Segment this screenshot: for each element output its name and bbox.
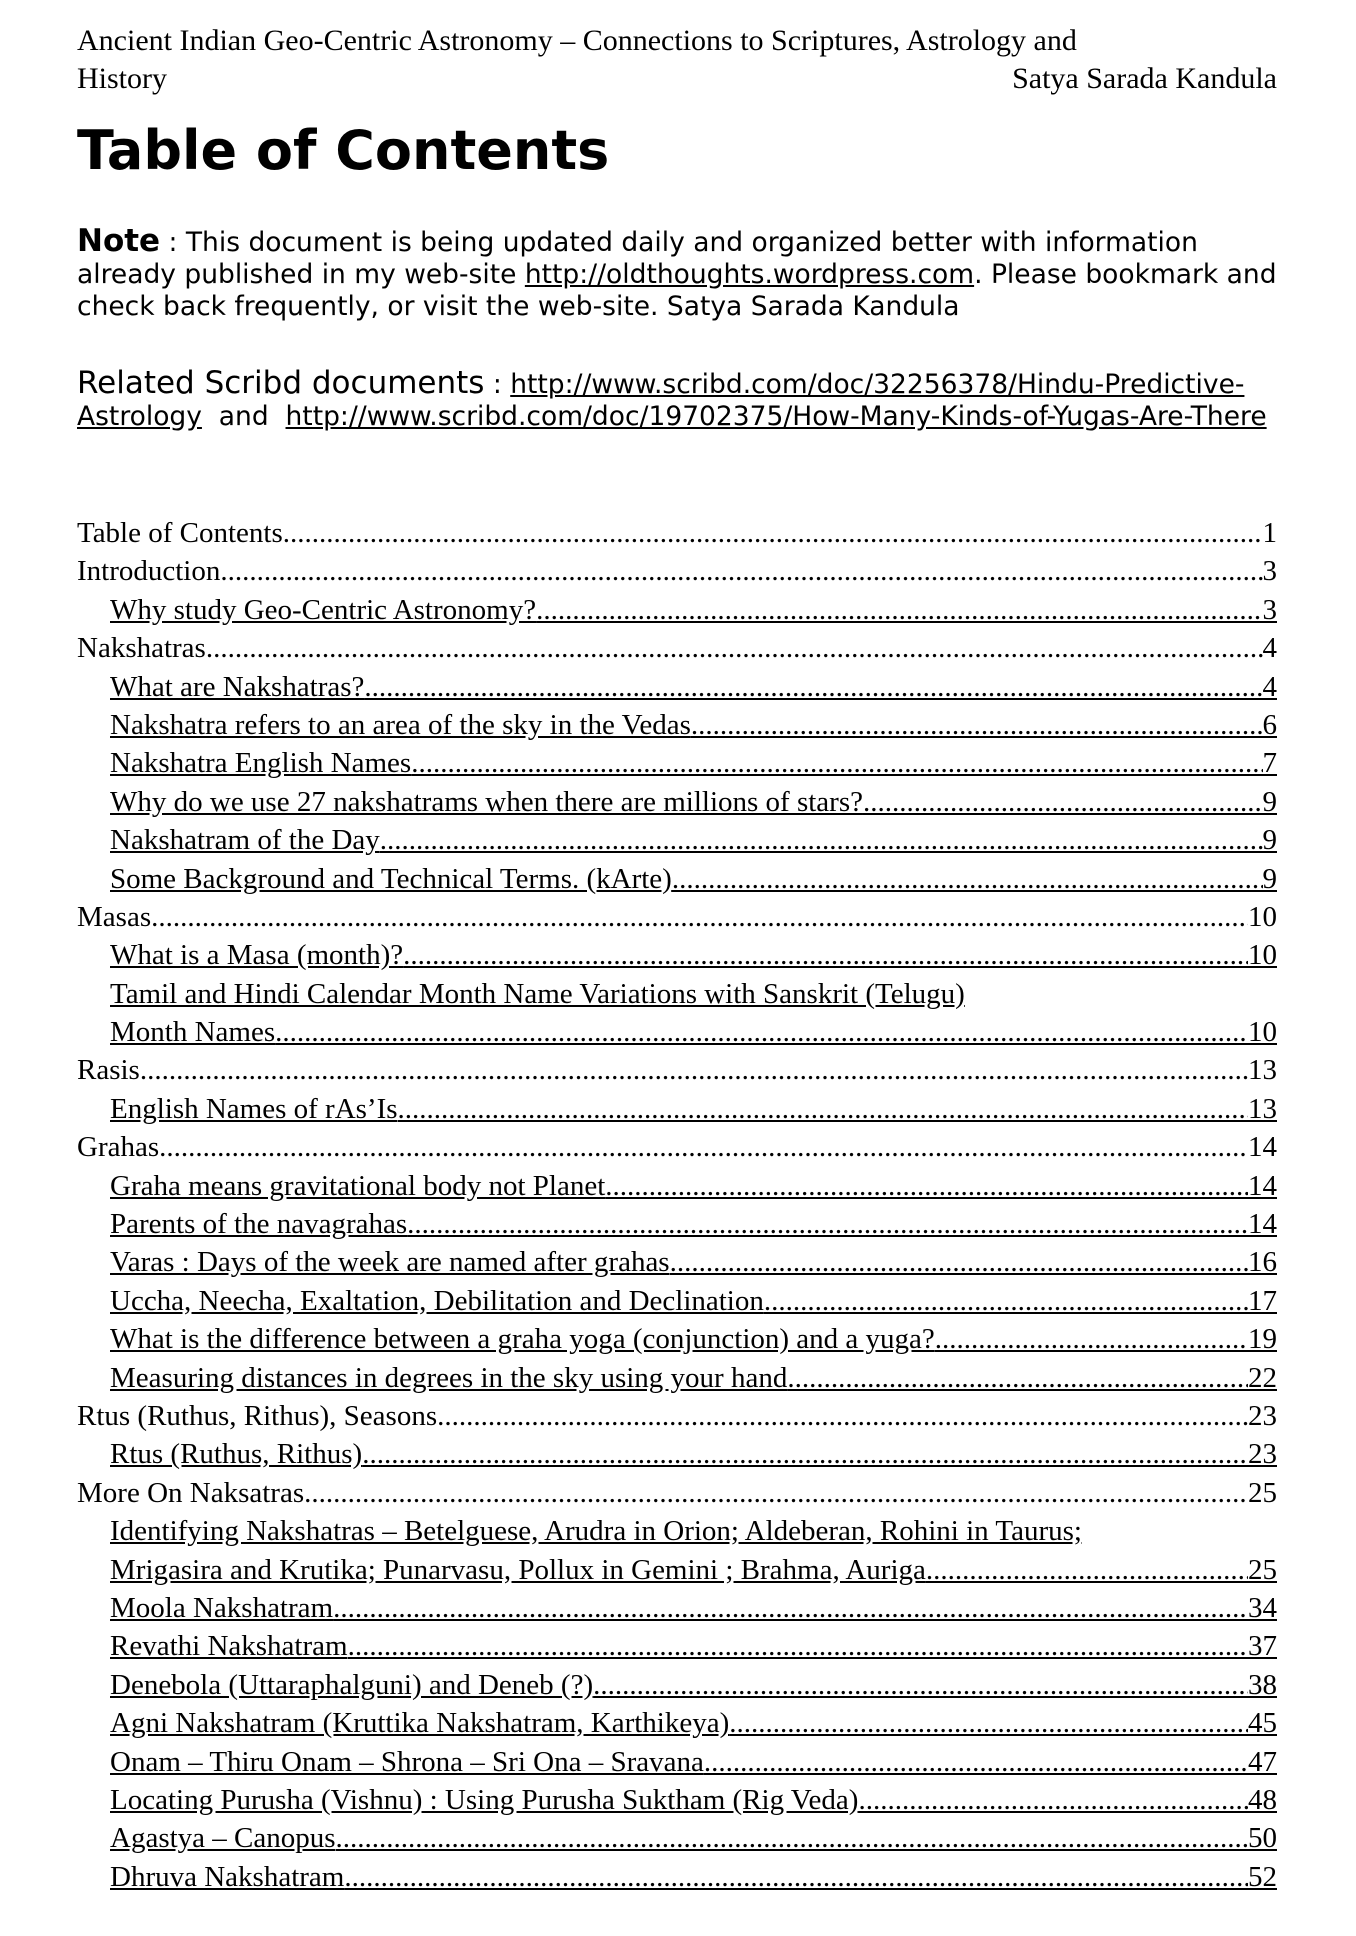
toc-leader-dots xyxy=(403,936,1248,974)
toc-page-number: 19 xyxy=(1248,1323,1277,1356)
toc-subentry[interactable] xyxy=(77,744,1277,782)
toc-entry-title: Nakshatra English Names xyxy=(110,747,412,780)
toc-page-number: 23 xyxy=(1248,1438,1277,1471)
toc-page-number: 7 xyxy=(1262,747,1277,780)
toc-subentry[interactable] xyxy=(77,591,1277,629)
toc-subentry[interactable] xyxy=(77,1781,1277,1819)
toc-page-number: 4 xyxy=(1262,632,1277,665)
related-link-yugas[interactable]: http://www.scribd.com/doc/19702375/How-Many-Kinds-of-Yugas-Are-There xyxy=(285,401,1267,432)
toc-leader-dots xyxy=(364,668,1262,706)
toc-leader-dots xyxy=(670,1243,1248,1281)
toc-entry-title: Onam – Thiru Onam – Shrona – Sri Ona – Sravana xyxy=(110,1745,704,1778)
toc-page-number: 9 xyxy=(1262,824,1277,857)
toc-subentry[interactable] xyxy=(77,1704,1277,1742)
toc-subentry[interactable] xyxy=(77,1090,1277,1128)
note-text-after: . Please bookmark and check back frequently, or visit the web-site. Satya Sarada Kandula xyxy=(77,259,1277,322)
toc-leader-dots xyxy=(863,783,1263,821)
toc-leader-dots xyxy=(858,1781,1248,1819)
toc-subentry[interactable] xyxy=(77,1435,1277,1473)
toc-entry[interactable] xyxy=(77,1397,1277,1435)
toc-leader-dots xyxy=(787,1359,1248,1397)
toc-page-number: 47 xyxy=(1248,1745,1277,1778)
toc-entry[interactable] xyxy=(77,552,1277,590)
toc-entry-title: Varas : Days of the week are named after grahas xyxy=(110,1246,670,1279)
toc-leader-dots xyxy=(704,1743,1248,1781)
toc-leader-dots xyxy=(140,1051,1248,1089)
toc-entry-title: What are Nakshatras? xyxy=(110,670,365,703)
toc-leader-dots xyxy=(336,1819,1248,1857)
toc-entry-title: Agastya – Canopus xyxy=(110,1822,336,1855)
toc-page-number: 25 xyxy=(1248,1476,1277,1509)
toc-page-number: 3 xyxy=(1262,555,1277,588)
header-title-line2: History xyxy=(77,62,167,95)
toc-page-number: 16 xyxy=(1248,1246,1277,1279)
toc-entry-title: Grahas xyxy=(77,1131,160,1164)
note-text-before: This document is being updated daily and organized better with information already published in my web-site xyxy=(77,227,1198,290)
toc-entry-title: Rtus (Ruthus, Rithus), Seasons xyxy=(77,1399,438,1432)
toc-leader-dots xyxy=(605,1167,1248,1205)
toc-entry-title: Table of Contents xyxy=(77,517,283,549)
running-header xyxy=(77,22,1277,98)
toc-leader-dots xyxy=(283,514,1263,552)
toc-entry[interactable] xyxy=(77,1051,1277,1089)
toc-entry-title: Rtus (Ruthus, Rithus) xyxy=(110,1438,363,1471)
toc-entry-title: Uccha, Neecha, Exaltation, Debilitation and Declination xyxy=(110,1284,764,1317)
toc-entry-title: Locating Purusha (Vishnu) : Using Purusha Suktham (Rig Veda) xyxy=(110,1783,859,1816)
toc-entry-title: Agni Nakshatram (Kruttika Nakshatram, Karthikeya) xyxy=(110,1707,730,1740)
toc-page-number: 37 xyxy=(1248,1630,1277,1663)
toc-page-number: 10 xyxy=(1248,1016,1277,1049)
page-title: Table of Contents xyxy=(77,119,610,182)
toc-entry-title: English Names of rAs’Is xyxy=(110,1092,398,1125)
toc-subentry[interactable] xyxy=(77,1589,1277,1627)
toc-leader-dots xyxy=(407,1205,1248,1243)
toc-subentry[interactable] xyxy=(77,821,1277,859)
toc-entry-title: Tamil and Hindi Calendar Month Name Variations with Sanskrit (Telugu) xyxy=(110,977,965,1010)
toc-leader-dots xyxy=(151,898,1248,936)
toc-page-number: 25 xyxy=(1248,1553,1277,1586)
toc-page-number: 48 xyxy=(1248,1783,1277,1816)
toc-leader-dots xyxy=(362,1435,1248,1473)
toc-entry-title: Why do we use 27 nakshatrams when there are millions of stars? xyxy=(110,785,863,818)
toc-leader-dots xyxy=(348,1627,1248,1665)
website-link[interactable]: http://oldthoughts.wordpress.com xyxy=(524,259,975,290)
toc-entry-title: Graha means gravitational body not Planet xyxy=(110,1169,606,1202)
toc-subentry[interactable] xyxy=(77,1819,1277,1857)
toc-subentry[interactable] xyxy=(77,783,1277,821)
toc-leader-dots xyxy=(593,1666,1248,1704)
toc-subentry[interactable] xyxy=(77,1666,1277,1704)
toc-subentry[interactable] xyxy=(77,1627,1277,1665)
toc-entry[interactable] xyxy=(77,1512,1277,1550)
toc-entry-title: More On Naksatras xyxy=(77,1476,305,1509)
toc-subentry[interactable] xyxy=(77,668,1277,706)
toc-page-number: 22 xyxy=(1248,1361,1277,1394)
related-and: and xyxy=(218,401,269,432)
toc-entry-title: Identifying Nakshatras – Betelguese, Arudra in Orion; Aldeberan, Rohini in Taurus; xyxy=(110,1515,1082,1548)
toc-leader-dots xyxy=(206,629,1263,667)
toc-page-number: 4 xyxy=(1262,670,1277,703)
toc-subentry[interactable] xyxy=(77,1359,1277,1397)
related-separator: : xyxy=(484,369,511,400)
toc-page-number: 3 xyxy=(1262,593,1277,626)
toc-entry[interactable] xyxy=(77,629,1277,667)
toc-leader-dots xyxy=(220,552,1262,590)
toc-subentry[interactable] xyxy=(77,936,1277,974)
toc-subentry[interactable] xyxy=(77,1167,1277,1205)
toc-entry-title: What is a Masa (month)? xyxy=(110,939,404,972)
toc-entry-title: Nakshatras xyxy=(77,632,206,665)
toc-page-number: 14 xyxy=(1248,1169,1277,1202)
toc-entry[interactable] xyxy=(77,1474,1277,1512)
toc-subentry[interactable] xyxy=(77,1243,1277,1281)
toc-page-number: 13 xyxy=(1248,1092,1277,1125)
toc-leader-dots xyxy=(411,744,1262,782)
toc-entry-title: Introduction xyxy=(77,555,221,588)
toc-page-number: 23 xyxy=(1248,1399,1277,1432)
toc-subentry[interactable] xyxy=(77,860,1277,898)
toc-page-number: 13 xyxy=(1248,1054,1277,1087)
related-link-astrology[interactable]: http://www.scribd.com/doc/32256378/Hindu-Predictive-Astrology xyxy=(77,369,1245,432)
toc-page-number: 14 xyxy=(1248,1208,1277,1241)
toc-entry-title: Measuring distances in degrees in the sky using your hand xyxy=(110,1361,788,1394)
toc-leader-dots xyxy=(333,1589,1248,1627)
toc-subentry[interactable] xyxy=(77,1205,1277,1243)
toc-leader-dots xyxy=(398,1090,1248,1128)
header-author: Satya Sarada Kandula xyxy=(1012,62,1277,95)
toc-leader-dots xyxy=(380,821,1263,859)
header-title-line1: Ancient Indian Geo-Centric Astronomy – Connections to Scriptures, Astrology and xyxy=(77,24,1077,57)
toc-leader-dots xyxy=(437,1397,1248,1435)
toc-page-number: 9 xyxy=(1262,862,1277,895)
toc-subentry[interactable] xyxy=(77,1743,1277,1781)
table-of-contents xyxy=(77,514,1277,1896)
toc-entry[interactable] xyxy=(77,1128,1277,1166)
toc-page-number: 14 xyxy=(1248,1131,1277,1164)
toc-page-number: 9 xyxy=(1262,785,1277,818)
toc-subentry[interactable] xyxy=(77,1320,1277,1358)
toc-entry-title-continuation: Mrigasira and Krutika; Punarvasu, Pollux in Gemini ; Brahma, Auriga xyxy=(110,1553,926,1586)
toc-entry[interactable] xyxy=(77,514,1277,552)
toc-leader-dots xyxy=(275,1013,1248,1051)
toc-page-number: 10 xyxy=(1248,939,1277,972)
toc-entry-title: Nakshatra refers to an area of the sky in the Vedas xyxy=(110,708,691,741)
toc-leader-dots xyxy=(764,1282,1248,1320)
toc-entry-title: Rasis xyxy=(77,1054,140,1087)
note-label: Note xyxy=(77,223,161,259)
toc-leader-dots xyxy=(926,1551,1248,1589)
toc-leader-dots xyxy=(729,1704,1248,1742)
toc-page-number: 10 xyxy=(1248,900,1277,933)
header-line2 xyxy=(77,60,1277,98)
toc-entry[interactable] xyxy=(77,975,1277,1013)
note-separator: : xyxy=(160,227,186,258)
toc-entry-continuation[interactable] xyxy=(77,1551,1277,1589)
toc-entry-title: Revathi Nakshatram xyxy=(110,1630,348,1663)
toc-page-number: 1 xyxy=(1262,517,1277,549)
toc-page-number: 45 xyxy=(1248,1707,1277,1740)
toc-entry[interactable] xyxy=(77,898,1277,936)
toc-entry-title: Some Background and Technical Terms. (kArte) xyxy=(110,862,672,895)
toc-page-number: 50 xyxy=(1248,1822,1277,1855)
toc-leader-dots xyxy=(536,591,1262,629)
toc-entry-title: Denebola (Uttaraphalguni) and Deneb (?) xyxy=(110,1668,594,1701)
toc-subentry[interactable] xyxy=(77,706,1277,744)
toc-leader-dots xyxy=(672,860,1263,898)
toc-page-number: 6 xyxy=(1262,708,1277,741)
toc-leader-dots xyxy=(304,1474,1248,1512)
toc-leader-dots xyxy=(344,1858,1248,1896)
toc-leader-dots xyxy=(935,1320,1248,1358)
toc-page-number: 34 xyxy=(1248,1591,1277,1624)
note-paragraph xyxy=(77,225,1277,323)
toc-page-number: 17 xyxy=(1248,1284,1277,1317)
toc-page-number: 38 xyxy=(1248,1668,1277,1701)
toc-leader-dots xyxy=(159,1128,1248,1166)
toc-entry-title: Moola Nakshatram xyxy=(110,1591,334,1624)
toc-subentry[interactable] xyxy=(77,1858,1277,1896)
related-documents-paragraph xyxy=(77,367,1277,433)
toc-entry-title: Dhruva Nakshatram xyxy=(110,1860,345,1893)
toc-subentry[interactable] xyxy=(77,1282,1277,1320)
toc-entry-title: Masas xyxy=(77,900,152,933)
related-label: Related Scribd documents xyxy=(77,365,485,401)
toc-entry-title-continuation: Month Names xyxy=(110,1016,276,1049)
toc-entry-continuation[interactable] xyxy=(77,1013,1277,1051)
toc-entry-title: Parents of the navagrahas xyxy=(110,1208,408,1241)
toc-entry-title: What is the difference between a graha yoga (conjunction) and a yuga? xyxy=(110,1323,935,1356)
toc-page-number: 52 xyxy=(1248,1860,1277,1893)
toc-leader-dots xyxy=(691,706,1263,744)
toc-entry-title: Nakshatram of the Day xyxy=(110,824,380,857)
toc-entry-title: Why study Geo-Centric Astronomy? xyxy=(110,593,537,626)
